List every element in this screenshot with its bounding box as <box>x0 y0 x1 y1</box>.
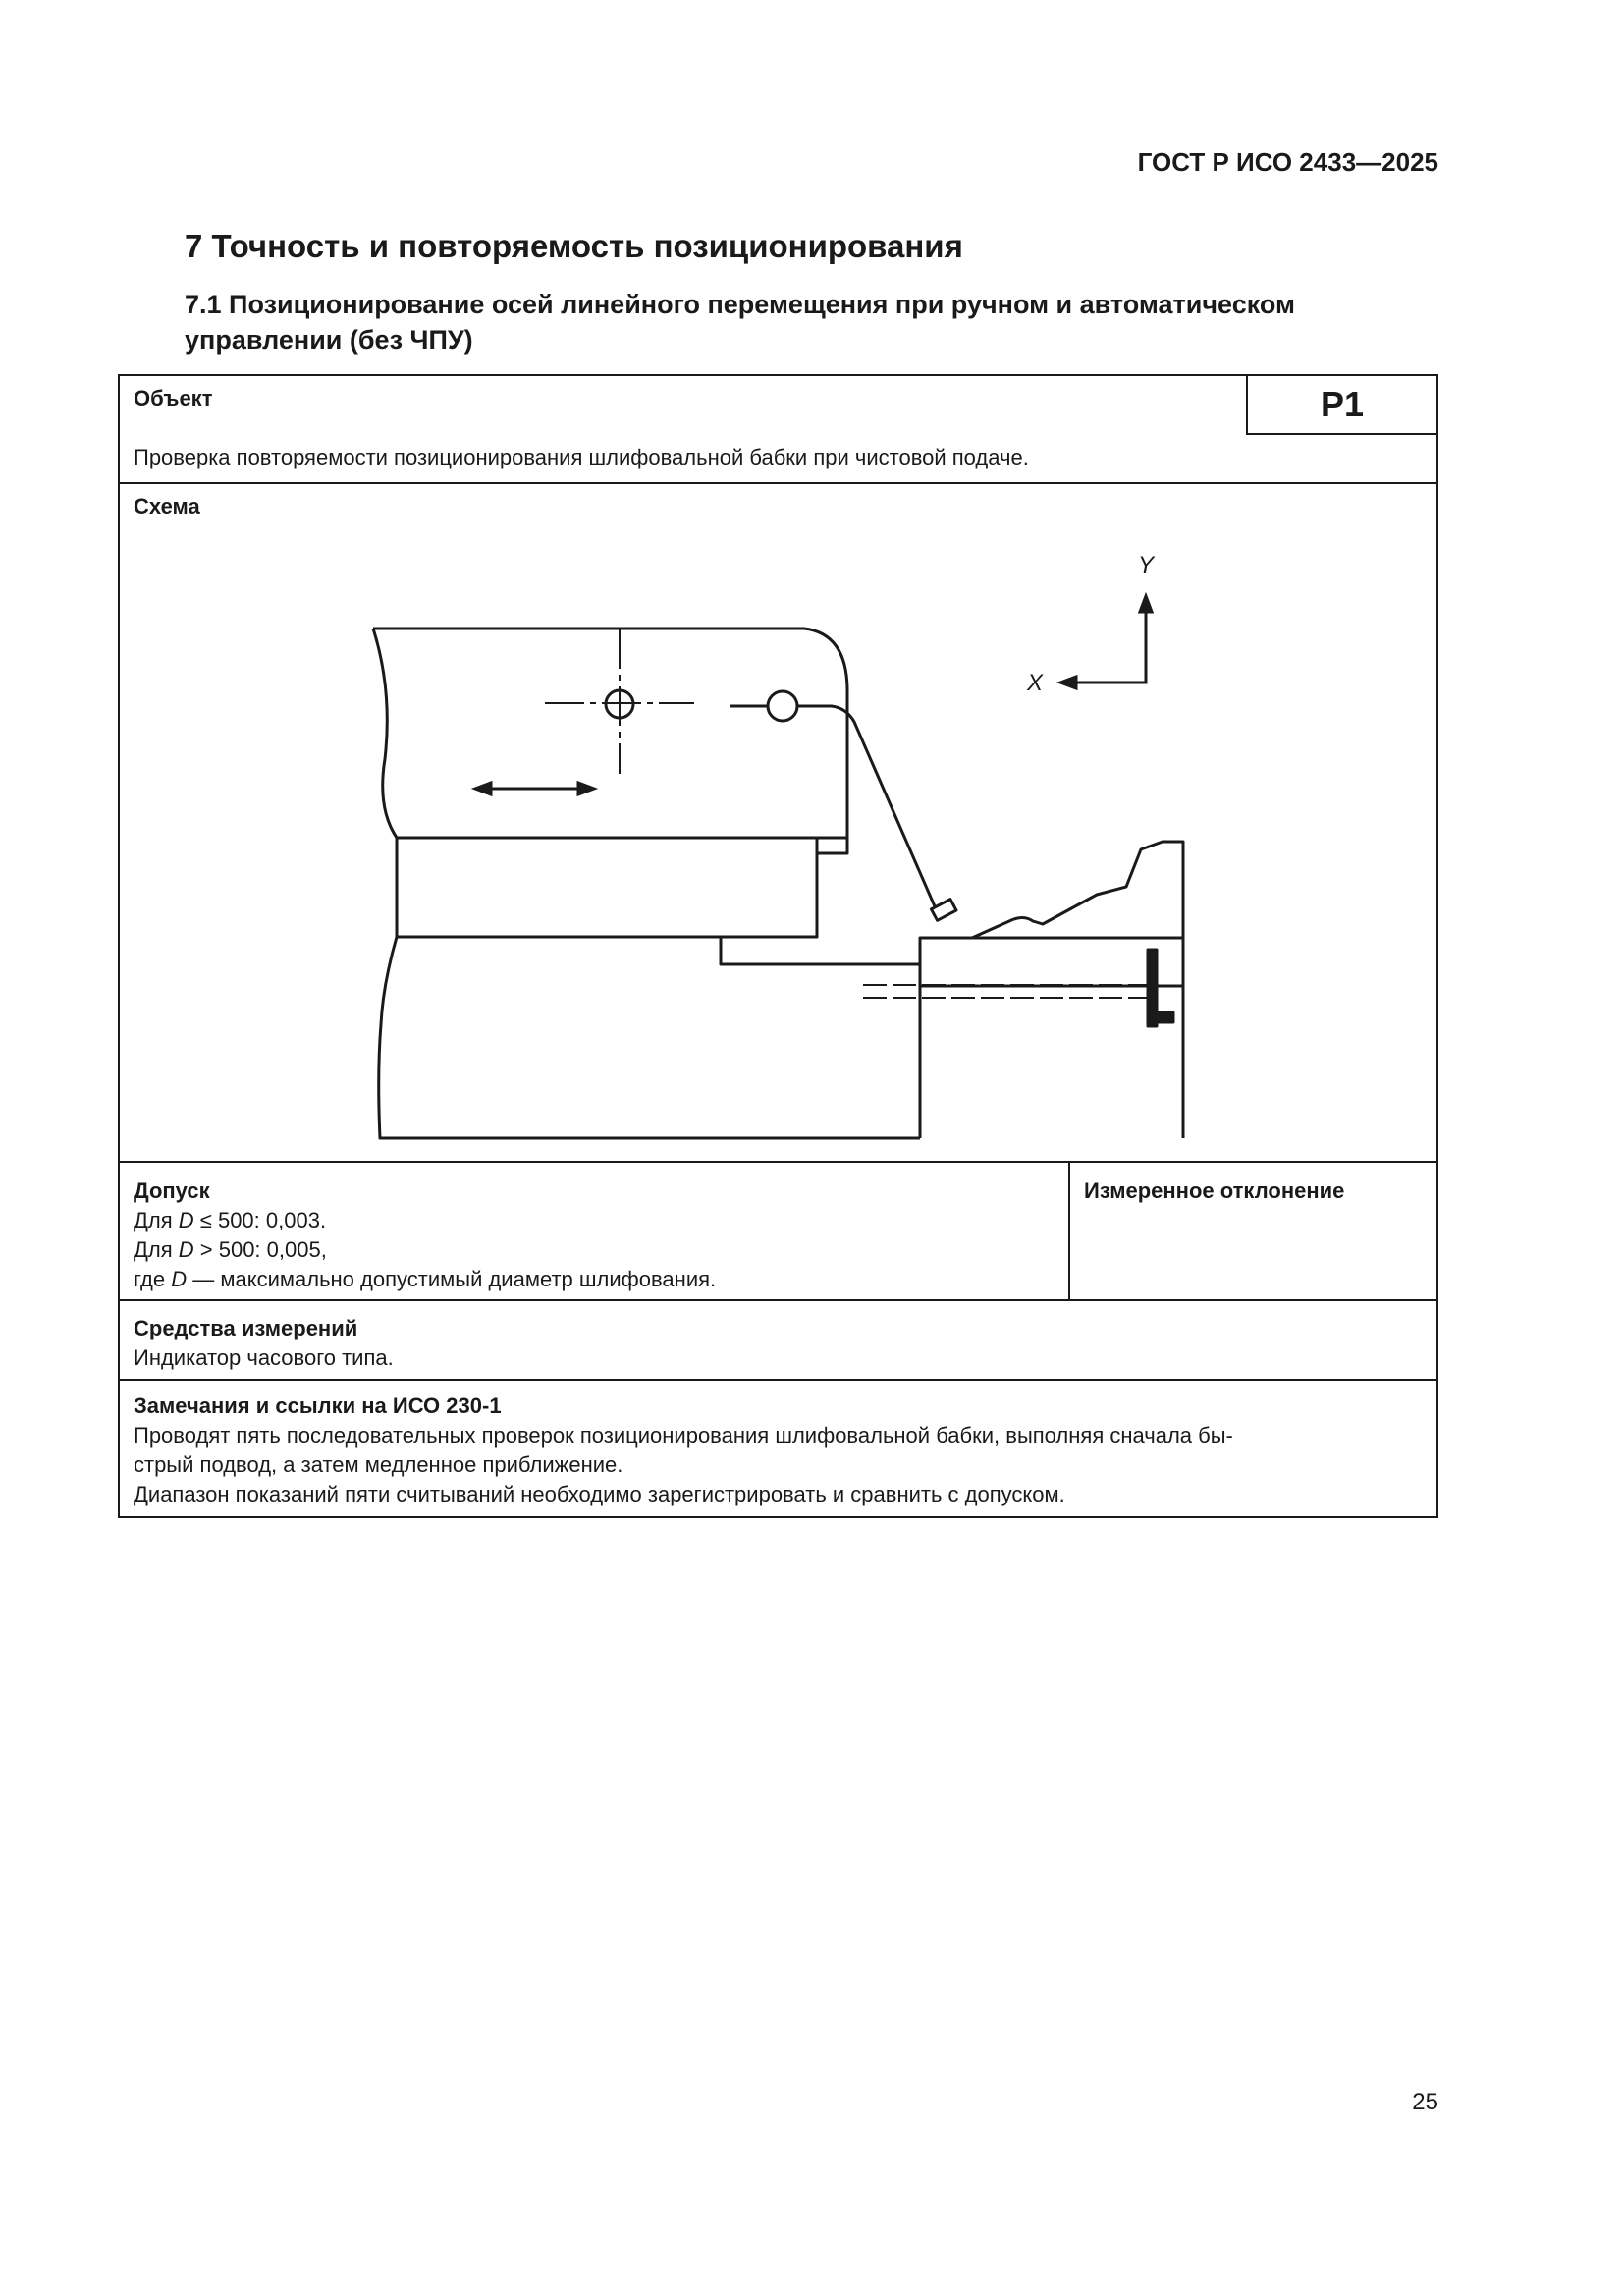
movement-arrow-right <box>578 783 594 794</box>
slide-step <box>817 838 847 853</box>
test-code: P1 <box>1320 384 1365 424</box>
instruments-text: Индикатор часового типа. <box>134 1345 394 1370</box>
y-axis-label: Y <box>1137 552 1155 578</box>
measured-deviation-label: Измеренное отклонение <box>1084 1178 1345 1203</box>
tolerance-label: Допуск <box>134 1178 210 1203</box>
indicator-tip <box>931 900 956 921</box>
wheelhead-break-line <box>373 629 397 838</box>
notes-label: Замечания и ссылки на ИСО 230-1 <box>134 1394 502 1418</box>
work-table-outline <box>920 842 1183 1138</box>
subsection-title: 7.1 Позиционирование осей линейного перемещения при ручном и автоматическом управлении (без ЧПУ) <box>185 290 1295 355</box>
x-axis-arrow <box>1060 677 1076 688</box>
tolerance-line-3: где D — максимально допустимый диаметр шлифования. <box>134 1267 717 1291</box>
row-divider <box>120 1161 1436 1163</box>
axis-lines <box>1069 603 1146 683</box>
tolerance-line-2: Для D > 500: 0,005, <box>134 1237 327 1262</box>
handwheel-handle <box>1148 1012 1173 1022</box>
notes-line-3: Диапазон показаний пяти считываний необходимо зарегистрировать и сравнить с допуском. <box>134 1482 1065 1506</box>
document-code: ГОСТ Р ИСО 2433—2025 <box>1137 147 1438 177</box>
notes-line-1: Проводят пять последовательных проверок позиционирования шлифовальной бабки, выполняя сначала бы- <box>134 1423 1233 1448</box>
column-divider <box>1068 1161 1070 1299</box>
section-title: 7 Точность и повторяемость позиционирования <box>185 228 963 264</box>
tolerance-cell <box>134 1176 1056 1294</box>
page-number: 25 <box>1412 2089 1438 2115</box>
test-table <box>118 374 1438 1518</box>
slide-outline <box>397 838 817 937</box>
wheelhead-outline <box>373 629 847 838</box>
row-divider <box>120 1299 1436 1301</box>
instruments-cell <box>134 1314 394 1373</box>
object-label: Объект <box>134 386 213 410</box>
base-top <box>397 937 920 964</box>
row-divider <box>120 1379 1436 1381</box>
instruments-label: Средства измерений <box>134 1316 358 1340</box>
base-outline <box>379 937 920 1138</box>
tolerance-line-1: Для D ≤ 500: 0,003. <box>134 1208 327 1232</box>
y-axis-arrow <box>1140 596 1152 612</box>
notes-cell <box>134 1392 1428 1509</box>
machine-schema-diagram <box>120 376 1436 1161</box>
movement-arrow-left <box>475 783 491 794</box>
schema-label: Схема <box>134 494 200 519</box>
object-description: Проверка повторяемости позиционирования шлифовальной бабки при чистовой подаче. <box>134 445 1029 469</box>
x-axis-label: X <box>1026 670 1044 696</box>
notes-line-2: стрый подвод, а затем медленное приближение. <box>134 1452 623 1477</box>
indicator-dial <box>768 691 797 721</box>
